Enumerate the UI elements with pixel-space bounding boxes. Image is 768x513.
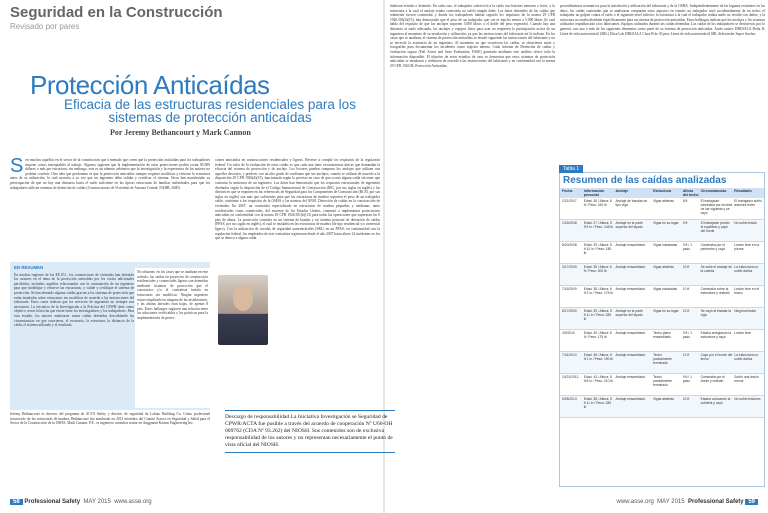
table-header: Fecha <box>562 189 573 193</box>
table-cell: 12 ft <box>682 353 690 357</box>
table-cell: Anclaje ensamblado <box>615 265 646 269</box>
table-cell: Caminaba por el borde y resbaló <box>700 375 725 383</box>
issue-month-right: MAY 2015 <box>657 499 685 505</box>
table-cell: 9 ft <box>682 221 688 225</box>
drop-cap: S <box>10 158 24 177</box>
article-authors: Por Jeremy Bethancourt y Mark Cannon <box>110 128 251 137</box>
table-row <box>560 352 764 374</box>
table-header: Altura del techo <box>682 189 699 197</box>
table-cell: Anclaje ensamblado <box>615 375 646 379</box>
table-cell: Edad: 38 / Altura: 6 ft 2 in / Peso: 175 lb <box>583 287 613 295</box>
table-row <box>560 264 764 286</box>
table-cell: Edad: 39 / Altura: 6 ft / Peso: 175 lb <box>583 331 612 339</box>
table-cell: Edad: 25 / Altura: 5 ft 10 in / Peso: 180 lb <box>583 243 612 255</box>
section-header: Seguridad en la Construcción <box>10 4 223 21</box>
table-cell: Edad: 39 / Altura: 5 ft 11 in / Peso: 185 lb <box>583 309 612 321</box>
table-cell: Estaba arreglando la estructura y cayó <box>700 331 732 339</box>
column-1-text: en muchos aquellos en el sector de la construcción que a menudo que creen que la protección anticaídas para los trabajadores impone costos inaceptables al trabajo. Algunos sugieren que la implementación de estas protecciones podría costar $5.000 dólares o más por estructura; sin embargo, este es un número arbitrario que la investigación y la experiencia de los autores no podrían concluir. Otra idea que predomina es que la protección anticaídas siempre requiere modificar y reforzar la estructura antes de su utilización; lo cual necesita a su vez que un ingeniero deba validar y certificar el sistema. Otros han manifestado su preocupación de que no hay una distancia hasta el suelo suficiente en las típicas estructuras de familias individuales para que los trabajadores utilicen sistemas de detención de caídas (Construcciones de Viviendas de Arizona Central; NAHB, 2000). <box>10 158 210 190</box>
issue-month-left: MAY 2015 <box>83 499 111 505</box>
table-cell: 8/20/2008 <box>562 243 577 247</box>
table-cell: Lesión leve <box>734 331 751 335</box>
table-cell: Vigas abiertas <box>653 199 674 203</box>
table-cell: Vigas abiertas <box>653 397 674 401</box>
table-cell: Lesión leve en el brazo <box>734 287 760 295</box>
table-cell: Caminaba sobre la estructura y resbaló <box>700 287 730 295</box>
table-cell: Cayó por el borde del techo <box>700 353 733 361</box>
table-cell: 2/21/2007 <box>562 199 577 203</box>
table-header: Información personal <box>583 189 605 197</box>
table-header: Estructura <box>653 189 672 193</box>
table-cell: 10 ft <box>682 265 690 269</box>
table-row <box>560 330 764 352</box>
table-cell: Edad: 36 / Altura: 6 ft 1 in / Peso: 190 lb <box>583 353 613 361</box>
table-row <box>560 374 764 396</box>
table-cell: No sufrió lesiones <box>734 397 761 401</box>
table-cell: Techo plano ensamblado <box>653 331 672 339</box>
table-cell: Anclaje ensamblado <box>615 397 646 401</box>
body-column-1 <box>10 158 210 258</box>
table-cell: Vigas en su lugar <box>653 309 679 313</box>
summary-table <box>559 166 765 487</box>
url-right: www.asse.org <box>616 499 654 505</box>
table-cell: Ninguna lesión <box>734 309 757 313</box>
table-cell: El trabajador sufrió lesiones leves <box>734 199 762 207</box>
page-number-right: 59 <box>745 499 758 505</box>
table-cell: Anclaje en la parte superior del tejado <box>615 221 643 229</box>
article-subtitle: Eficacia de las estructuras residenciales para los sistemas de protección anticaídas <box>64 97 356 125</box>
table-cell: Edad: 35 / Altura: 6 ft / Peso: 200 lb <box>583 265 612 273</box>
disclaimer-box: Descargo de responsabilidad La Iniciativa Investigación se Seguridad de CPWR/ACTA fue posible a través del acuerdo de cooperación Nº U60-OH 009762 (CDA Nº 93.262) del NIOSH. Sus contenidos son de exclusiva responsabilidad de los autores y no representan necesariamente el punto de vista oficial del NIOSH. <box>225 410 395 453</box>
table-body <box>560 198 764 418</box>
publication-left: Professional Safety <box>24 499 81 505</box>
table-cell: Anclaje de bandas de tipo viga <box>615 199 648 207</box>
table-row <box>560 220 764 242</box>
table-cell: Techo parcialmente terminado <box>653 353 672 365</box>
table-cell: 1/16/2008 <box>562 221 577 225</box>
publication-right: Professional Safety <box>687 499 744 505</box>
table-cell: Se cayó al instalar la viga <box>700 309 732 317</box>
table-row <box>560 198 764 220</box>
table-label: Tabla 1 <box>559 165 583 173</box>
article-title: Protección Anticaídas <box>30 70 270 100</box>
table-cell: Edad: 27 / Altura: 5 ft 9 in / Peso: 145 lb <box>583 221 613 229</box>
table-cell: Anclaje en la parte superior del tejado <box>615 309 643 317</box>
table-cell: La estructura no sufrió daños <box>734 353 759 361</box>
table-row <box>560 308 764 330</box>
table-cell: Edad: 38 / Altura: 6 ft / Peso: 160 lb <box>583 199 612 207</box>
table-cell: 7/31/2010 <box>562 353 577 357</box>
table-cell: Anclaje ensamblado <box>615 287 646 291</box>
table-cell: Vigas abiertas <box>653 265 674 269</box>
table-header-row <box>560 188 764 198</box>
body-column-2: ciones anticaídas en construcciones residenciales y ligeras. Reverse a cumplir los requisitos de la regulación federal. Un valor de la evaluación de estas caídas es que cada una tiene circunstancias únicas que demandan la eficacia del sistema de protección y de anclaje. Los lectores pueden comparar los anclajes que utilizan con aquellos descritos, y predecir con un alto grado de confianza que sus anclajes, cuando se utilizan de acuerdo a la disposición 29 CFR 1926(d)(15), funcionarán según lo previsto en caso de que ocurra alguna caída sin tener que contratar la asistencia de un ingeniero. Los datos han demostrado que los requisitos estructurales de ingeniería diseñados según la disposición de el Código Internacional de Construcción (IBC, por sus siglas en inglés) y las directrices que se exponen en las referencias de Seguridad para los Componentes de Construcción (BCSI, por sus siglas en inglés) son más que suficientes para que las estructuras de madera soporten el peso de un trabajador caído, conforme a los requisitos de la OSHA y las normas del ANSI. Detección de caídas en la construcción de viviendas. En 2007, un contratista especializado en estructuras de madera pequeñas y medianas, tanto residenciales como comerciales, del suroeste de los Estados Unidos, comenzó a implementar protecciones anticaídas en conformidad con la norma 29 CFR 1926.501(b)(13) para todas las operaciones que superaran los 6 pies de altura. La protección consistía en un sistema de bandas y un sistema personal de detención de caídas (PFAS, por sus siglas en inglés), el cual se instalaba en las estructuras de madera (de tipo residencial y/o comercial ligero). Con la utilización de cuerdas de seguridad autorretráctiles (SRL) en un PFAS, en conformidad con la regulación federal, los empleados de este contratista registraron desde el año 2007 hasta ahora 14 incidentes en los que se detuvo a alguna caída. <box>215 158 380 241</box>
table-cell: 9 ft / 1 paso <box>682 331 692 339</box>
table-cell: Vigas instaladas <box>653 243 678 247</box>
table-header: Anclaje <box>615 189 629 193</box>
table-cell: Edad: 43 / Altura: 5 ft 8 in / Peso: 210 lb <box>583 375 613 383</box>
table-row <box>560 396 764 418</box>
table-cell: 4/9/2010 <box>562 331 575 335</box>
table-cell: 10/21/2012 <box>562 375 579 379</box>
summary-heading: EN RESUMEN <box>14 265 44 270</box>
table-cell: 8/17/2009 <box>562 309 577 313</box>
table-cell: Vigas en su lugar <box>653 221 679 225</box>
table-cell: No sufrió lesión <box>734 221 758 225</box>
table-cell: 9 ft / 1 paso <box>682 375 692 383</box>
url-left: www.asse.org <box>114 499 152 505</box>
table-cell: 8 ft <box>682 199 688 203</box>
table-cell: 10 ft <box>682 287 690 291</box>
table-cell: 3/17/2009 <box>562 265 577 269</box>
summary-text: En muchas regiones de los EE.UU., los constructores de viviendas han detenido los avances en el tema de la protección anticaídas por los costos adicionales percibidos, incluidos aquellos relacionados con la contratación de un ingeniero para que modifique y refuerce las estructuras, y valide y certifique el sistema de protección. Se han detenido algunas caídas gracias a los sistemas de protección que están instalados sobre estructuras sin modificar de acuerdo a las instrucciones del fabricante. Estos casos indican que los servicios de ingeniería no siempre son necesarios. La iniciativa de la Investigación a la Práctica del CPWR tiene como objetivo cerrar la brecha que existe entre los investigadores y los trabajadores. Para esta estudio, los autores analizaron varias caídas detenidas describiendo las circunstancias en que ocurrieron, el escenario, la estructura, la distancia de la caída, el sistema utilizado y el resultado. <box>14 272 134 328</box>
table-cell: Anclaje ensamblado <box>615 331 646 335</box>
table-cell: Sufrió una lesión menor <box>734 375 759 383</box>
table-cell: La estructura no sufrió daños <box>734 265 759 273</box>
body-column-4: procedimientos normativos para la instalación y utilización del fabricante y de la OSHA. Independientemente de las lagunas existentes en los datos, las caídas contenidas que se analizaron comparten estos aspectos en común: un trabajador cayó accidentalmente de un techo; el trabajador no golpeó contra el suelo o el siguiente nivel inferior; la estructura a la cual el trabajador estaba atado no resultó con daños; y la estructura no estaba diseñada específicamente para un sistema de protección anticaídas. Estos hallazgos indican que los anclajes y los sistemas utilizados respaldan aún a los fabricantes. Equipos utilizados durante las caídas detenidas: Las caídas de los trabajadores se detuvieron, por lo general, con uno o más de los siguientes elementos como parte de su sistema de protección anticaídas. Arnés unisex DBI/SALA Delta II; Línea de vida autorretráctil (SRL) Ultra-Lok DBI/SALA Clase B de 30 pies; Línea de vida autorretráctil SRL Sidewinder Super Anchor. <box>560 4 765 36</box>
table-cell: Estaba colocando la cubierta y cayó <box>700 397 731 405</box>
author-bio: Jeremy Bethancourt es director del programa de ACTA Safety y director de seguridad de Lobato Building Co. Como profesional reconocido de las estructuras de madera, Bethancourt fue nombrado en 2012 miembro del Comité Asesor en Seguridad y Salud para el Sector de la Construcción de la OSHA. Mark Cannon, P.E., es ingeniero consultor senior en Anggraeni Komm Engineering Inc. <box>10 412 210 426</box>
table-row <box>560 286 764 308</box>
table-cell: Techo parcialmente terminado <box>653 375 672 387</box>
table-cell: Se soltó el anclaje de la cuerda <box>700 265 732 273</box>
table-cell: Vigas instaladas <box>653 287 678 291</box>
table-cell: 5/28/2013 <box>562 397 577 401</box>
table-cell: El trabajador perdió el equilibrio y cayó del borde <box>700 221 730 233</box>
table-header: Circunstancias <box>700 189 727 193</box>
footer-right <box>616 499 758 505</box>
table-cell: Lesión leve en la pierna <box>734 243 760 251</box>
table-cell: 10 ft <box>682 397 690 401</box>
table-cell: Edad: 38 / Altura: 5 ft 11 in / Peso: 185 lb <box>583 397 612 409</box>
table-cell: 7/16/2009 <box>562 287 577 291</box>
table-row <box>560 242 764 264</box>
table-cell: 9 ft / 1 paso <box>682 243 692 251</box>
body-column-1b: No obstante, en los casos que se analizan en este artículo, las caídas en proyectos de construcción residenciales y comerciales ligeros son detenidas mediante sistemas de protección que el constructor y/o el contratista instala en estructuras sin modificar. Ningún ingeniero estuvo implicado en ninguna de las instalaciones, y las alturas laterales eran bajas, de apenas 8 pies. Estos hallazgos sugieren una relación entre las soluciones verificables y las prácticas para la implementación de protec- <box>135 268 210 408</box>
table-header: Resultado <box>734 189 752 193</box>
table-cell: Caminaba por el perímetro y cayó <box>700 243 726 251</box>
table-title: Resumen de las caídas analizadas <box>563 175 727 186</box>
table-cell: El trabajador caminaba por encima de las viguetas y se cayó <box>700 199 733 215</box>
footer-left <box>10 499 152 505</box>
table-cell: Anclaje ensamblado <box>615 353 646 357</box>
page-number-left: 58 <box>10 499 23 505</box>
table-cell: 12 ft <box>682 309 690 313</box>
table-cell: Anclaje ensamblado <box>615 243 646 247</box>
body-column-3: hubieran evitado o detenido. En cada caso, el trabajador sobrevivió a la caída con lesiones menores o leves, y la estructura a la cual el anclaje estaba conectado no sufrió ningún daño. Los datos obtenidos de las caídas que realmente fueron contenidas y donde los trabajadores habían seguido los requisitos de la norma 29 CFR 1926.502(d)(15), han demostrado que el peso de un trabajador que cae es mucho menor a 5.000 libras (lo cual habla del requisito de que los anclajes soporten 5.000 libras o el doble del peso esperado). Cuando hay una distancia al suelo adecuada, los anclajes y equipos listos para usar no requieren la participación activa de un ingeniero al momento de su instalación y utilización, ya que las instrucciones del fabricante así lo indican. En los casos que se analizan, el sistema de protección anticaídas se instaló siguiendo las instrucciones del fabricante y no se necesitó la asistencia de un ingeniero. Al momento en que ocurrieron las caídas, se obtuvieron notas y fotografías para documentar los incidentes como registro interno. Cada informe de Detención de caídas y evaluación segura (Fall Arrest and Save Evaluation, FASE) generado mediante este análisis ofrece toda la información disponible. El objetivo de estos estudios de caso es demostrar que estos sistemas de protección anticaídas se instalaron y utilizaron de acuerdo a las instrucciones del fabricante y en conformidad con la norma 29 CFR 1926 M, Protección Anticaídas. <box>390 4 555 68</box>
section-subheader: Revisado por pares <box>10 22 80 31</box>
